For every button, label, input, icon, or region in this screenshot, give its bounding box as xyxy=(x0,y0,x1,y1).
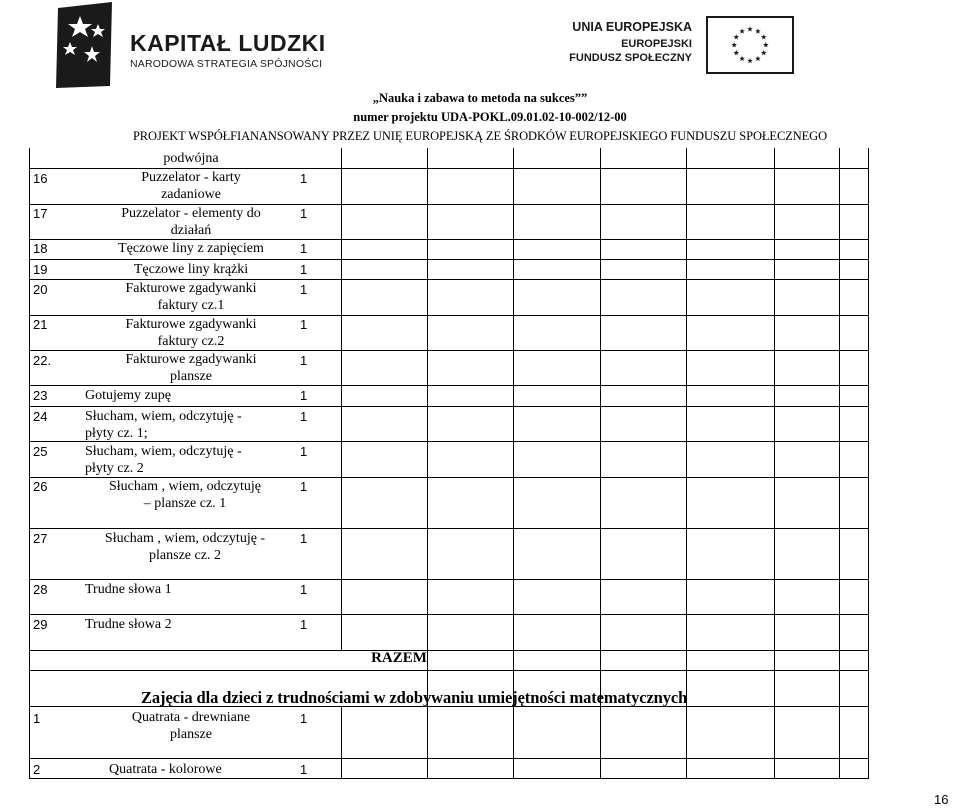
item-name: Quatrata - kolorowe xyxy=(109,762,222,777)
grid-hline xyxy=(29,259,869,260)
grid-hline xyxy=(29,406,869,407)
project-name: „Nauka i zabawa to metoda na sukces”” xyxy=(372,91,588,105)
eu-flag-icon xyxy=(706,16,794,74)
row-number: 29 xyxy=(33,617,48,632)
row-number: 21 xyxy=(33,317,48,332)
item-quantity: 1 xyxy=(300,206,308,221)
item-quantity: 1 xyxy=(300,479,308,494)
item-name: Quatrata - drewniane plansze xyxy=(131,710,251,742)
eu-star-icon xyxy=(731,42,737,47)
kapital-ludzki-logo xyxy=(52,2,362,88)
item-name: Tęczowe liny krążki xyxy=(133,262,249,277)
eu-star-icon xyxy=(739,56,745,61)
grid-hline xyxy=(29,579,869,580)
razem-label: RAZEM xyxy=(371,650,427,666)
eu-star-icon xyxy=(755,56,761,61)
item-quantity: 1 xyxy=(300,762,308,777)
section-title: Zajęcia dla dzieci z trudnościami w zdobywaniu umiejętności matematycznych xyxy=(141,688,688,707)
row-number: 2 xyxy=(33,762,41,777)
row-number: 26 xyxy=(33,479,48,494)
item-name: Słucham, wiem, odczytuję - płyty cz. 1; xyxy=(85,409,242,441)
grid-vline xyxy=(513,148,514,778)
item-name: Puzzelator - elementy do działań xyxy=(121,206,261,238)
ue-line-1: UNIA EUROPEJSKA xyxy=(572,20,692,34)
item-name: Słucham, wiem, odczytuję - płyty cz. 2 xyxy=(85,444,242,476)
item-quantity: 1 xyxy=(300,711,308,726)
item-name: Trudne słowa 1 xyxy=(85,582,172,597)
row-number: 18 xyxy=(33,241,48,256)
item-quantity: 1 xyxy=(300,262,308,277)
grid-vline xyxy=(600,148,601,778)
eu-star-icon xyxy=(739,28,745,33)
kapital-ludzki-emblem-icon xyxy=(52,2,122,88)
item-name: Trudne słowa 2 xyxy=(85,617,172,632)
eu-star-icon xyxy=(747,58,753,63)
item-quantity: 1 xyxy=(300,353,308,368)
unia-europejska-logo xyxy=(569,14,798,76)
row-number: 27 xyxy=(33,531,48,546)
grid-vline xyxy=(839,148,840,778)
item-quantity: 1 xyxy=(300,282,308,297)
item-name: Puzzelator - karty zadaniowe xyxy=(141,170,241,202)
page-number: 16 xyxy=(934,792,949,807)
eu-star-icon xyxy=(747,26,753,31)
item-quantity: 1 xyxy=(300,444,308,459)
grid-vline xyxy=(774,148,775,778)
grid-hline xyxy=(29,528,869,529)
item-quantity: 1 xyxy=(300,531,308,546)
row-number: 24 xyxy=(33,409,48,424)
row-number: 22. xyxy=(33,353,52,368)
item-quantity: 1 xyxy=(300,617,308,632)
item-quantity: 1 xyxy=(300,317,308,332)
grid-hline xyxy=(29,670,869,671)
grid-hline xyxy=(29,614,869,615)
eu-star-icon xyxy=(733,50,739,55)
row-number: 23 xyxy=(33,388,48,403)
row-number: 16 xyxy=(33,171,48,186)
grid-hline xyxy=(29,778,869,779)
row-number: 19 xyxy=(33,262,48,277)
grid-vline xyxy=(341,148,342,650)
item-name: Słucham , wiem, odczytuję - plansze cz. 2 xyxy=(104,531,266,563)
grid-hline xyxy=(29,758,869,759)
row-number: 20 xyxy=(33,282,48,297)
item-quantity: 1 xyxy=(300,582,308,597)
equipment-table xyxy=(29,148,869,778)
eu-star-icon xyxy=(733,34,739,39)
item-quantity: 1 xyxy=(300,388,308,403)
kapital-ludzki-subtitle: NARODOWA STRATEGIA SPÓJNOŚCI xyxy=(130,58,323,70)
eu-star-icon xyxy=(761,34,767,39)
item-quantity: 1 xyxy=(300,171,308,186)
item-name: Gotujemy zupę xyxy=(85,388,171,403)
ue-line-3: FUNDUSZ SPOŁECZNY xyxy=(569,52,692,64)
item-name: Słucham , wiem, odczytuję – plansze cz. 1 xyxy=(108,479,262,511)
grid-hline xyxy=(29,385,869,386)
project-number: numer projektu UDA-POKL.09.01.02-10-002/12-00 xyxy=(353,110,627,124)
row-number: 25 xyxy=(33,444,48,459)
item-quantity: 1 xyxy=(300,409,308,424)
item-quantity: 1 xyxy=(300,241,308,256)
eu-star-icon xyxy=(755,28,761,33)
item-name: Fakturowe zgadywanki faktury cz.1 xyxy=(125,281,257,313)
ue-line-2: EUROPEJSKI xyxy=(621,38,692,50)
eu-star-icon xyxy=(761,50,767,55)
eu-star-icon xyxy=(763,42,769,47)
cofinancing-note: PROJEKT WSPÓŁFIANANSOWANY PRZEZ UNIĘ EUROPEJSKĄ ZE ŚRODKÓW EUROPEJSKIEGO FUNDUSZU SPOŁECZNEGO xyxy=(132,129,828,143)
item-name: Fakturowe zgadywanki plansze xyxy=(125,352,257,384)
grid-vline xyxy=(341,706,342,778)
row-number: 1 xyxy=(33,711,41,726)
grid-vline xyxy=(868,148,869,778)
item-name: Fakturowe zgadywanki faktury cz.2 xyxy=(125,317,257,349)
grid-vline xyxy=(686,148,687,778)
grid-vline xyxy=(427,148,428,778)
item-name: podwójna xyxy=(163,151,219,166)
item-name: Tęczowe liny z zapięciem xyxy=(118,241,264,256)
kapital-ludzki-title: KAPITAŁ LUDZKI xyxy=(130,30,326,56)
row-number: 28 xyxy=(33,582,48,597)
grid-vline xyxy=(29,148,30,778)
row-number: 17 xyxy=(33,206,48,221)
